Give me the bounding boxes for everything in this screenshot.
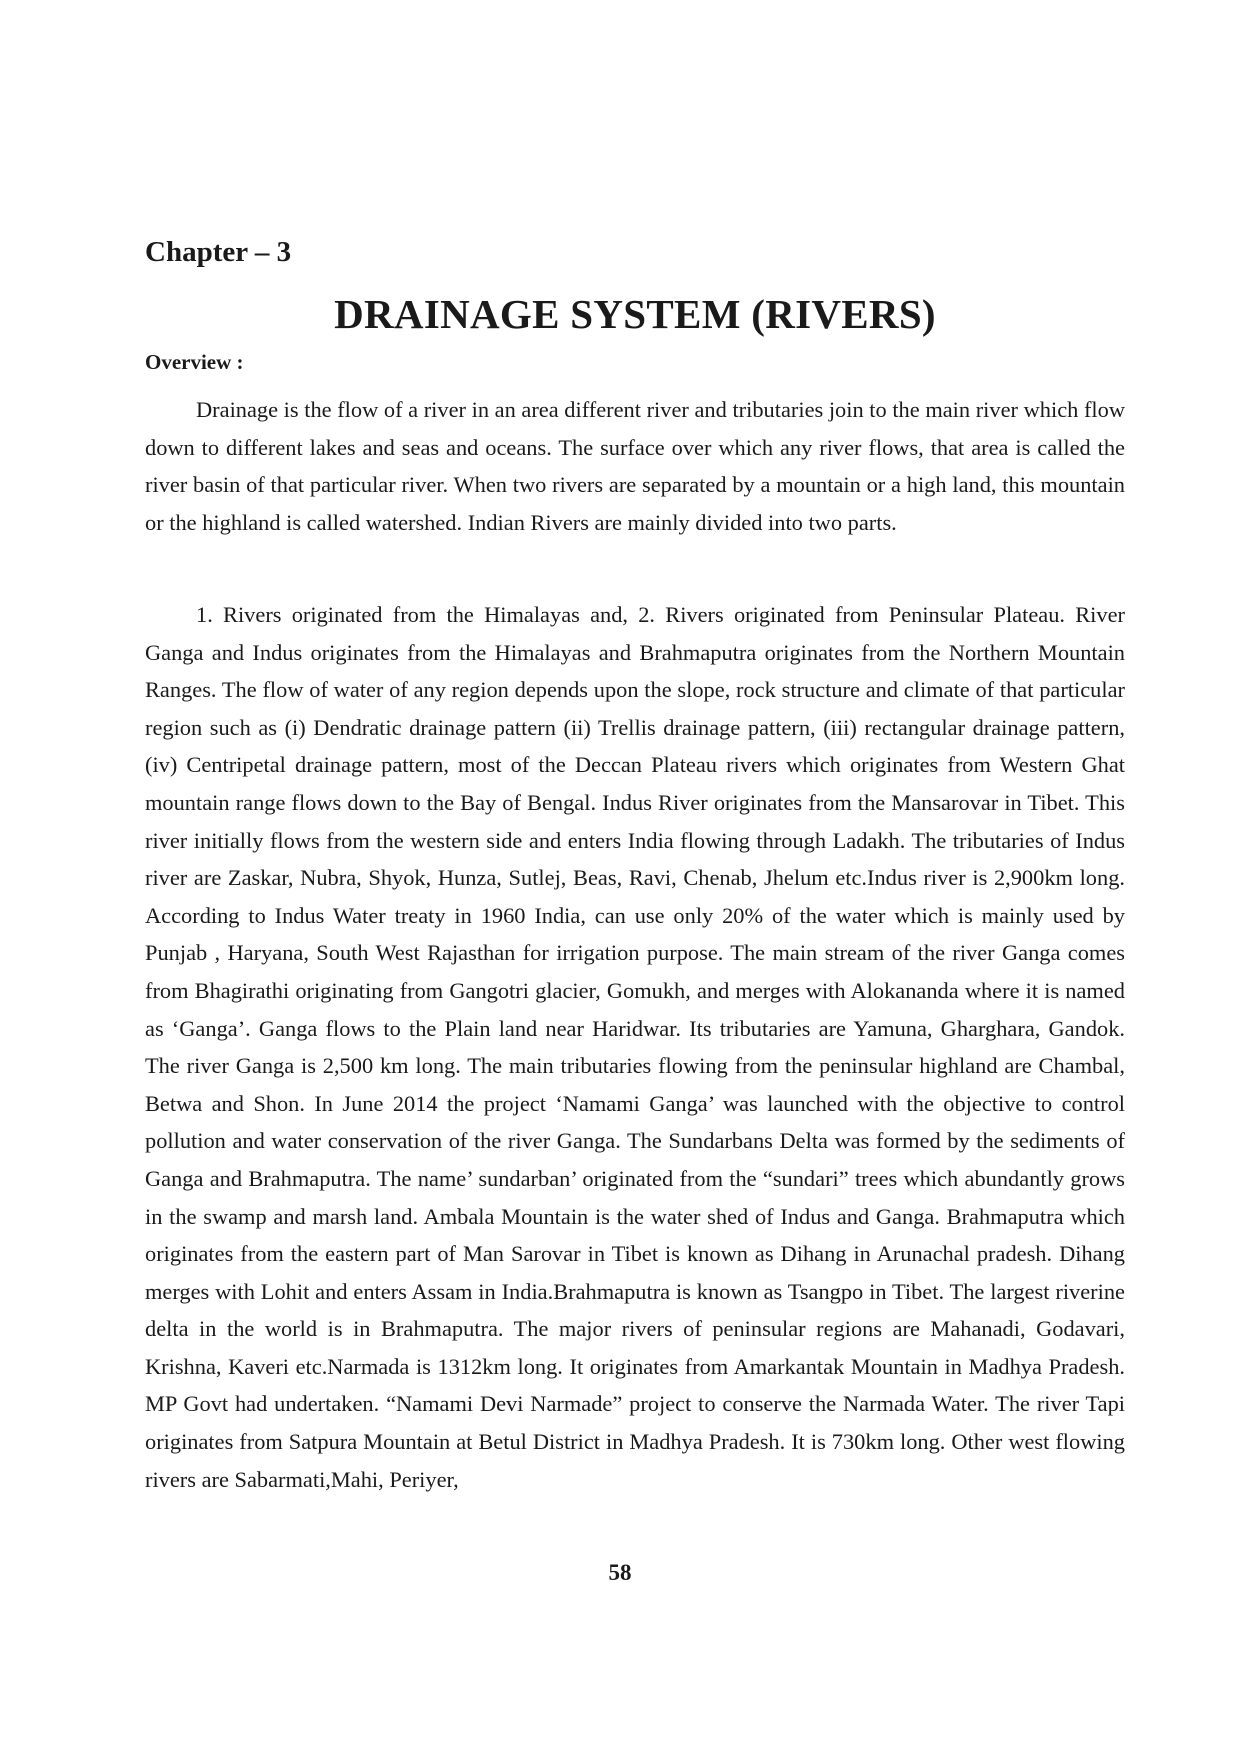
chapter-title: DRAINAGE SYSTEM (RIVERS) — [334, 291, 936, 337]
page-number: 58 — [608, 1560, 632, 1585]
overview-heading: Overview : — [145, 350, 244, 374]
chapter-label: Chapter – 3 — [145, 236, 292, 268]
overview-paragraph-2: 1. Rivers originated from the Himalayas and, 2. Rivers originated from Peninsular Plateau. River Ganga and Indus originates from the Himalayas and Brahmaputra originates from the Northern Mountain Ranges. The flow of water of any region depends upon the slope, rock structure and climate of that particular region such as (i) Dendratic drainage pattern (ii) Trellis drainage pattern, (iii) rectangular drainage pattern, (iv) Centripetal drainage pattern, most of the Deccan Plateau rivers which originates from Western Ghat mountain range flows down to the Bay of Bengal. Indus River originates from the Mansarovar in Tibet. This river initially flows from the western side and enters India flowing through Ladakh. The tributaries of Indus river are Zaskar, Nubra, Shyok, Hunza, Sutlej, Beas, Ravi, Chenab, Jhelum etc.Indus river is 2,900km long. According to Indus Water treaty in 1960 India, can use only 20% of the water which is mainly used by Punjab , Haryana, South West Rajasthan for irrigation purpose. The main stream of the river Ganga comes from Bhagirathi originating from Gangotri glacier, Gomukh, and merges with Alokananda where it is named as ‘Ganga’. Ganga flows to the Plain land near Haridwar. Its tributaries are Yamuna, Gharghara, Gandok. The river Ganga is 2,500 km long. The main tributaries flowing from the peninsular highland are Chambal, Betwa and Shon. In June 2014 the project ‘Namami Ganga’ was launched with the objective to control pollution and water conservation of the river Ganga. The Sundarbans Delta was formed by the sediments of Ganga and Brahmaputra. The name’ sundarban’ originated from the “sundari” trees which abundantly grows in the swamp and marsh land. Ambala Mountain is the water shed of Indus and Ganga. Brahmaputra which originates from the eastern part of Man Sarovar in Tibet is known as Dihang in Arunachal pradesh. Dihang merges with Lohit and enters Assam in India.Brahmaputra is known as Tsangpo in Tibet. The largest riverine delta in the world is in Brahmaputra. The major rivers of peninsular regions are Mahanadi, Godavari, Krishna, Kaveri etc.Narmada is 1312km long. It originates from Amarkantak Mountain in Madhya Pradesh. MP Govt had undertaken. “Namami Devi Narmade” project to conserve the Narmada Water. The river Tapi originates from Satpura Mountain at Betul District in Madhya Pradesh. It is 730km long. Other west flowing rivers are Sabarmati,Mahi, Periyer, — [145, 602, 1125, 1492]
overview-paragraph-1: Drainage is the flow of a river in an area different river and tributaries join to the main river which flow down to different lakes and seas and oceans. The surface over which any river flows, that area is called the river basin of that particular river. When two rivers are separated by a mountain or a high land, this mountain or the highland is called watershed. Indian Rivers are mainly divided into two parts. — [145, 397, 1125, 535]
